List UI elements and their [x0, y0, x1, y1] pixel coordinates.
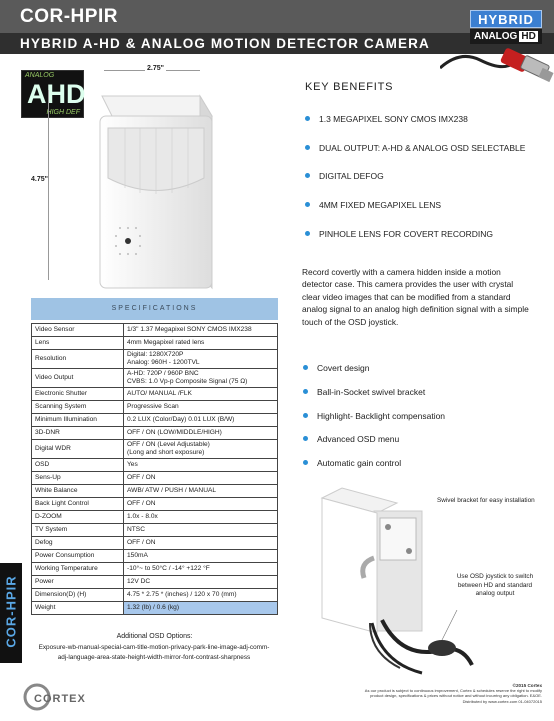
feature-item — [303, 387, 425, 397]
badge-hybrid: HYBRID — [470, 10, 542, 28]
benefit-text: 1.3 MEGAPIXEL SONY CMOS IMX238 — [319, 114, 468, 124]
spec-row — [32, 388, 278, 401]
model-title: COR-HPIR — [20, 6, 118, 27]
bullet-icon — [303, 436, 308, 441]
spec-value: NTSC — [124, 524, 278, 537]
spec-row — [32, 324, 278, 337]
spec-row — [32, 401, 278, 414]
bullet-icon — [303, 413, 308, 418]
spec-label: Video Output — [32, 369, 124, 388]
spec-label: Power — [32, 576, 124, 589]
spec-row — [32, 414, 278, 427]
spec-row — [32, 337, 278, 350]
spec-label: Resolution — [32, 350, 124, 369]
product-description: Record covertly with a camera hidden inside a motion detector case. This camera provides the user with crystal clear video images that can be modified from a standard analog signal to an analog high definition signal with a simple touch of the OSD joystick. — [302, 267, 529, 327]
spec-value: 4mm Megapixel rated lens — [124, 337, 278, 350]
spec-row — [32, 485, 278, 498]
benefit-text: PINHOLE LENS FOR COVERT RECORDING — [319, 229, 493, 239]
width-dimension-label: 2.75" — [147, 65, 164, 72]
spec-value: Yes — [124, 459, 278, 472]
feature-text: Automatic gain control — [317, 458, 402, 468]
ahd-logo-bottom: HIGH DEF — [46, 109, 80, 116]
svg-text:CORTEX: CORTEX — [34, 693, 86, 705]
spec-value: 150mA — [124, 550, 278, 563]
badge-analog-hd — [470, 29, 542, 44]
spec-value: 12V DC — [124, 576, 278, 589]
badge-hd: HD — [521, 31, 536, 42]
ahd-logo-main: AHD — [27, 79, 86, 109]
spec-label: TV System — [32, 524, 124, 537]
spec-row — [32, 369, 278, 388]
spec-row — [32, 511, 278, 524]
spec-value: OFF / ON — [124, 537, 278, 550]
ahd-logo-top: ANALOG — [25, 72, 55, 79]
bullet-icon — [305, 202, 310, 207]
footer-notice — [362, 683, 542, 704]
bullet-icon — [305, 173, 310, 178]
camera-product-image — [80, 78, 240, 298]
feature-item — [303, 458, 401, 468]
benefit-text: DUAL OUTPUT: A-HD & ANALOG OSD SELECTABLE — [319, 143, 526, 153]
spec-label: Scanning System — [32, 401, 124, 414]
spec-row — [32, 498, 278, 511]
spec-row — [32, 459, 278, 472]
specifications-table — [31, 323, 278, 615]
spec-value: A-HD: 720P / 960P BNC CVBS: 1.0 Vp-p Composite Signal (75 Ω) — [124, 369, 278, 388]
feature-text: Highlight- Backlight compensation — [317, 411, 446, 421]
spec-row — [32, 576, 278, 589]
osd-options-title: Additional OSD Options: — [116, 633, 193, 640]
spec-value: 1.32 (lb) / 0.6 (kg) — [124, 602, 278, 615]
spec-label: Weight — [32, 602, 124, 615]
spec-row — [32, 472, 278, 485]
spec-value: OFF / ON — [124, 472, 278, 485]
spec-value: 1/3" 1.37 Megapixel SONY CMOS IMX238 — [124, 324, 278, 337]
specifications-heading: SPECIFICATIONS — [31, 298, 278, 320]
spec-label: D-ZOOM — [32, 511, 124, 524]
spec-label: Lens — [32, 337, 124, 350]
spec-label: 3D-DNR — [32, 427, 124, 440]
feature-text: Advanced OSD menu — [317, 434, 400, 444]
spec-label: Power Consumption — [32, 550, 124, 563]
bullet-icon — [305, 145, 310, 150]
spec-value: 0.2 LUX (Color/Day) 0.01 LUX (B/W) — [124, 414, 278, 427]
feature-text: Ball-in-Socket swivel bracket — [317, 387, 426, 397]
benefit-item — [305, 171, 384, 181]
osd-options-list: Exposure-wb-manual-special-cam-title-motion-privacy-park-line-image-adj-comm-adj-language-area-state-height-width-mirror-font-contrast-sharpness — [38, 644, 270, 661]
spec-label: Minimum Illumination — [32, 414, 124, 427]
spec-value: 1.0x - 8.0x — [124, 511, 278, 524]
feature-item — [303, 363, 369, 373]
footer-disclaimer: As our product is subject to continuous improvement, Cortex & schedules reserve the right to modify product design, specifications & prices without notice and without incurring any obligation. E&OE. — [364, 688, 542, 699]
spec-label: Electronic Shutter — [32, 388, 124, 401]
swivel-callout: Swivel bracket for easy installation — [437, 497, 535, 504]
spec-label: Defog — [32, 537, 124, 550]
spec-value: Digital: 1280X720P Analog: 960H - 1200TVL — [124, 350, 278, 369]
cortex-logo — [22, 682, 92, 712]
feature-item — [303, 411, 445, 421]
spec-label: Dimension(D) (H) — [32, 589, 124, 602]
joystick-cable-image — [372, 610, 482, 680]
spec-row — [32, 589, 278, 602]
spec-label: White Balance — [32, 485, 124, 498]
height-dimension-line — [48, 90, 49, 280]
benefit-item — [305, 114, 468, 124]
spec-row — [32, 550, 278, 563]
spec-value: OFF / ON (Level Adjustable) (Long and short exposure) — [124, 440, 278, 459]
spec-value: 4.75 * 2.75 * (inches) / 120 x 70 (mm) — [124, 589, 278, 602]
spec-value: OFF / ON (LOW/MIDDLE/HIGH) — [124, 427, 278, 440]
spec-row — [32, 427, 278, 440]
footer-distributor: Distributed by www.cortex.com 01-04072015 — [462, 698, 542, 704]
spec-label: Sens-Up — [32, 472, 124, 485]
spec-label: Digital WDR — [32, 440, 124, 459]
spec-value: -10°~ to 50°C / -14° +122 °F — [124, 563, 278, 576]
key-benefits-title: KEY BENEFITS — [305, 81, 394, 93]
bullet-icon — [303, 389, 308, 394]
badge-analog: ANALOG — [474, 31, 518, 42]
spec-value: AUTO/ MANUAL /FLK — [124, 388, 278, 401]
spec-row — [32, 350, 278, 369]
spec-row — [32, 537, 278, 550]
ahd-logo — [21, 70, 84, 118]
height-dimension-label: 4.75" — [31, 176, 48, 183]
spec-value: OFF / ON — [124, 498, 278, 511]
spec-label: OSD — [32, 459, 124, 472]
spec-value: Progressive Scan — [124, 401, 278, 414]
hybrid-badge — [470, 10, 542, 50]
side-strip-model: COR-HPIR — [3, 575, 19, 648]
feature-text: Covert design — [317, 363, 370, 373]
benefit-item — [305, 229, 493, 239]
spec-row — [32, 440, 278, 459]
bullet-icon — [303, 365, 308, 370]
benefit-item — [305, 143, 525, 153]
spec-value: AWB/ ATW / PUSH / MANUAL — [124, 485, 278, 498]
spec-label: Working Temperature — [32, 563, 124, 576]
bullet-icon — [305, 231, 310, 236]
bullet-icon — [305, 116, 310, 121]
spec-row — [32, 602, 278, 615]
spec-row — [32, 524, 278, 537]
spec-row — [32, 563, 278, 576]
joystick-callout: Use OSD joystick to switch between HD and standard analog output — [456, 573, 534, 597]
benefit-text: 4MM FIXED MEGAPIXEL LENS — [319, 200, 442, 210]
spec-label: Video Sensor — [32, 324, 124, 337]
product-subtitle: HYBRID A-HD & ANALOG MOTION DETECTOR CAMERA — [20, 36, 430, 51]
feature-item — [303, 434, 399, 444]
benefit-text: DIGITAL DEFOG — [319, 171, 384, 181]
spec-label: Back Light Control — [32, 498, 124, 511]
footer-copyright: ©2015 Cortex — [512, 683, 542, 688]
bullet-icon — [303, 460, 308, 465]
benefit-item — [305, 200, 441, 210]
